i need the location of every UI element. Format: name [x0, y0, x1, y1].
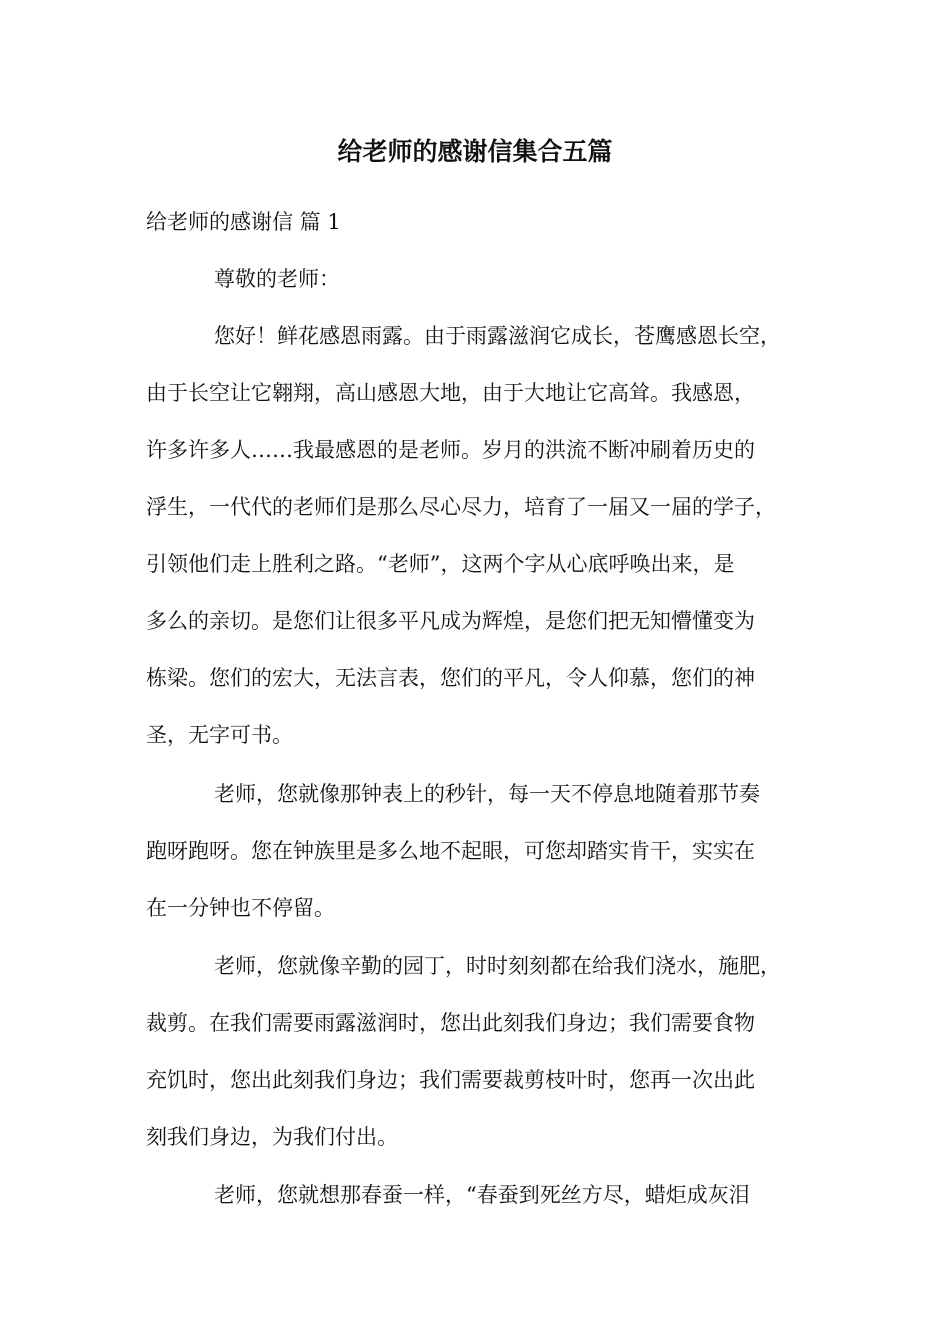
paragraph-line: 许多许多人……我最感恩的是老师。岁月的洪流不断冲刷着历史的 [146, 438, 755, 462]
paragraph-line: 裁剪。在我们需要雨露滋润时，您出此刻我们身边；我们需要食物 [146, 1011, 755, 1035]
paragraph-line: 刻我们身边，为我们付出。 [146, 1125, 398, 1149]
paragraph-line: 引领他们走上胜利之路。“老师”，这两个字从心底呼唤出来，是 [146, 552, 735, 576]
document-title: 给老师的感谢信集合五篇 [337, 137, 613, 166]
paragraph-line: 老师，您就像那钟表上的秒针，每一天不停息地随着那节奏 [214, 782, 760, 806]
paragraph-line: 多么的亲切。是您们让很多平凡成为辉煌，是您们把无知懵懂变为 [146, 609, 755, 633]
paragraph-line: 圣，无字可书。 [146, 723, 293, 747]
paragraph-line: 栋梁。您们的宏大，无法言表，您们的平凡，令人仰慕，您们的神 [146, 666, 755, 690]
paragraph-line: 在一分钟也不停留。 [146, 896, 335, 920]
salutation: 尊敬的老师： [214, 267, 340, 291]
paragraph-line: 由于长空让它翱翔，高山感恩大地，由于大地让它高耸。我感恩， [146, 381, 755, 405]
paragraph-line: 老师，您就像辛勤的园丁，时时刻刻都在给我们浇水，施肥， [214, 954, 781, 978]
paragraph-line: 您好！鲜花感恩雨露。由于雨露滋润它成长，苍鹰感恩长空， [214, 324, 781, 348]
paragraph-line: 充饥时，您出此刻我们身边；我们需要裁剪枝叶时，您再一次出此 [146, 1068, 755, 1092]
section-heading: 给老师的感谢信 篇 1 [146, 210, 341, 234]
paragraph-line: 跑呀跑呀。您在钟族里是多么地不起眼，可您却踏实肯干，实实在 [146, 839, 755, 863]
paragraph-line: 浮生，一代代的老师们是那么尽心尽力，培育了一届又一届的学子， [146, 495, 776, 519]
paragraph-line: 老师，您就想那春蚕一样，“春蚕到死丝方尽，蜡炬成灰泪 [214, 1183, 750, 1207]
